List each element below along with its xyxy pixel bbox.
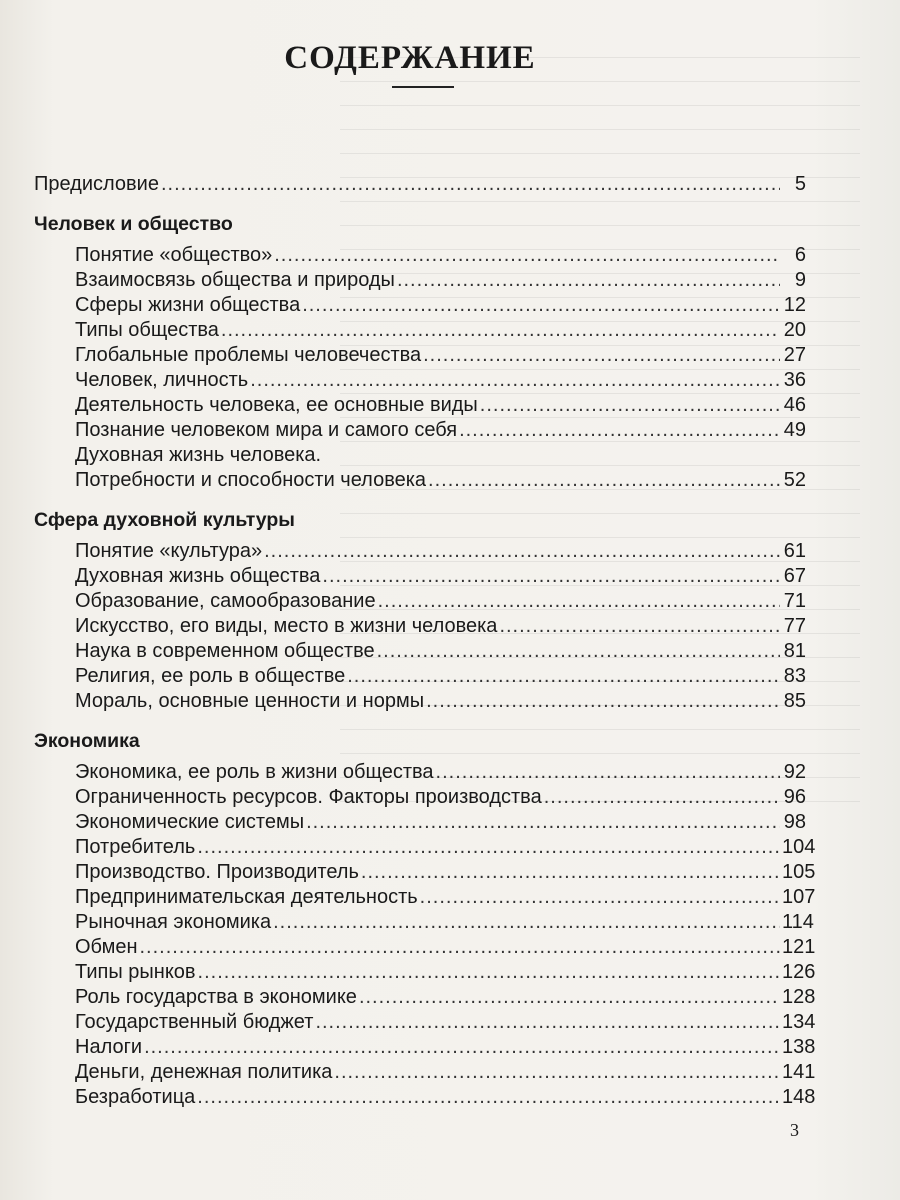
section-heading: Человек и общество [34,213,233,235]
toc-entry-label: Роль государства в экономике [75,986,357,1008]
leader-dots [480,393,780,418]
toc-entry-label: Духовная жизнь общества [75,565,321,587]
toc-entry-page: 138 [782,1036,816,1058]
section-heading: Экономика [34,730,140,752]
toc-entry-page: 27 [783,344,806,366]
toc-entry-page: 134 [782,1011,816,1033]
toc-entry-page: 67 [783,565,806,587]
leader-dots [499,614,780,639]
toc-entry-label: Ограниченность ресурсов. Факторы производства [75,786,542,808]
leader-dots [420,885,780,910]
leader-dots [144,1035,780,1060]
toc-entry-page: 141 [782,1061,816,1083]
toc-entry[interactable] [34,564,806,589]
toc-entry-page: 104 [782,836,816,858]
leader-dots [161,172,780,197]
leader-dots [250,368,780,393]
toc-entry-label: Человек, личность [75,369,249,391]
toc-entry-label: Налоги [75,1036,143,1058]
toc-entry-page: 20 [783,319,806,341]
toc-entry[interactable] [34,760,806,785]
toc-entry-page: 107 [782,886,816,908]
toc-entry[interactable] [34,885,816,910]
toc-entry-page: 148 [782,1086,816,1108]
toc-entry[interactable] [34,960,816,985]
leader-dots [397,268,780,293]
toc-entry-label: Безработица [75,1086,196,1108]
toc-entry-page: 9 [794,269,806,291]
toc-entry[interactable] [34,393,806,418]
toc-entry-page: 49 [783,419,806,441]
toc-entry[interactable] [34,985,816,1010]
toc-entry[interactable] [34,860,816,885]
toc-entry[interactable] [34,539,806,564]
leader-dots [544,785,780,810]
toc-entry-label: Экономика, ее роль в жизни общества [75,761,434,783]
leader-dots [334,1060,780,1085]
section-heading: Сфера духовной культуры [34,509,295,531]
toc-entry-label: Деньги, денежная политика [75,1061,333,1083]
toc-entry-page: 61 [783,540,806,562]
toc-entry-label: Образование, самообразование [75,590,376,612]
leader-dots [273,910,780,935]
toc-entry-label-line1: Духовная жизнь человека. [75,444,322,466]
toc-entry[interactable] [34,589,806,614]
leader-dots [315,1010,780,1035]
toc-entry-label: Предпринимательская деятельность [75,886,418,908]
leader-dots [359,985,780,1010]
leader-dots [221,318,780,343]
leader-dots [197,835,780,860]
toc-entry-label: Предисловие [34,173,159,195]
toc-entry-label: Производство. Производитель [75,861,359,883]
leader-dots [423,343,780,368]
leader-dots [378,589,780,614]
title-underline [392,86,454,88]
toc-entry-page: 6 [794,244,806,266]
leader-dots [140,935,781,960]
toc-entry-page: 98 [783,811,806,833]
toc-entry-page: 77 [783,615,806,637]
toc-entry[interactable] [34,243,806,268]
toc-entry-label: Обмен [75,936,138,958]
toc-entry[interactable] [34,614,806,639]
toc-entry[interactable] [34,1010,816,1035]
toc-entry-label: Понятие «общество» [75,244,273,266]
toc-entry-label: Искусство, его виды, место в жизни человека [75,615,498,637]
leader-dots [264,539,780,564]
leader-dots [322,564,780,589]
toc-entry[interactable] [34,368,806,393]
toc-entry-page: 12 [783,294,806,316]
toc-entry[interactable] [34,468,806,493]
toc-entry[interactable] [34,935,816,960]
leader-dots [459,418,780,443]
toc-entry-page: 105 [782,861,816,883]
leader-dots [428,468,780,493]
toc-entry[interactable] [34,785,806,810]
leader-dots [302,293,780,318]
toc-entry-label: Мораль, основные ценности и нормы [75,690,425,712]
toc-entry-page: 52 [783,469,806,491]
toc-entry-label: Познание человеком мира и самого себя [75,419,458,441]
toc-entry[interactable] [34,835,816,860]
toc-entry-label: Экономические системы [75,811,305,833]
toc-entry[interactable] [34,810,806,835]
table-of-contents [34,172,816,1110]
toc-entry-label: Религия, ее роль в обществе [75,665,346,687]
toc-entry-page: 96 [783,786,806,808]
toc-entry[interactable] [34,1085,816,1110]
leader-dots [436,760,780,785]
toc-entry-label: Рыночная экономика [75,911,272,933]
leader-dots [361,860,780,885]
toc-entry-page: 85 [783,690,806,712]
toc-entry-label: Взаимосвязь общества и природы [75,269,395,291]
toc-entry-label: Наука в современном обществе [75,640,375,662]
toc-entry-page: 46 [783,394,806,416]
toc-entry-page: 81 [783,640,806,662]
toc-entry-label: Сферы жизни общества [75,294,301,316]
leader-dots [197,1085,780,1110]
toc-entry-page: 5 [794,173,806,195]
toc-entry-page: 92 [783,761,806,783]
toc-entry[interactable] [34,268,806,293]
toc-entry[interactable] [34,689,806,714]
toc-entry-label: Государственный бюджет [75,1011,314,1033]
toc-entry-label: Понятие «культура» [75,540,263,562]
toc-entry-label: Потребитель [75,836,196,858]
toc-entry-page: 128 [782,986,816,1008]
toc-entry-page: 71 [783,590,806,612]
toc-entry-page: 114 [782,911,814,933]
page-number: 3 [790,1120,799,1140]
toc-entry[interactable] [34,343,806,368]
toc-entry-label: Потребности и способности человека [75,469,427,491]
toc-entry[interactable] [34,293,806,318]
leader-dots [306,810,780,835]
toc-entry-label: Глобальные проблемы человечества [75,344,422,366]
toc-entry[interactable] [34,664,806,689]
toc-entry-label: Деятельность человека, ее основные виды [75,394,478,416]
page-title: СОДЕРЖАНИЕ [284,40,536,76]
toc-entry[interactable] [34,910,814,935]
leader-dots [377,639,780,664]
toc-entry[interactable] [34,1060,816,1085]
leader-dots [198,960,780,985]
toc-entry[interactable] [34,1035,816,1060]
toc-entry-label: Типы рынков [75,961,196,983]
leader-dots [426,689,780,714]
toc-entry-page: 36 [783,369,806,391]
toc-entry-page: 126 [782,961,816,983]
toc-entry-page: 83 [783,665,806,687]
toc-entry-label: Типы общества [75,319,219,341]
leader-dots [347,664,780,689]
toc-entry-preface[interactable] [34,172,806,197]
toc-entry[interactable] [34,318,806,343]
toc-entry-page: 121 [782,936,816,958]
toc-entry[interactable] [34,418,806,443]
leader-dots [274,243,780,268]
toc-entry[interactable] [34,639,806,664]
